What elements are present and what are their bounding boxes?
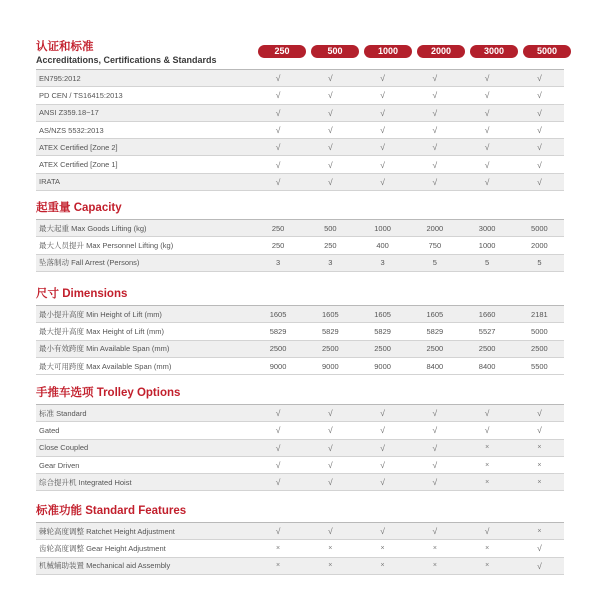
cross-icon: × [328, 562, 333, 570]
table-cell: 2000 [531, 240, 548, 250]
check-icon: √ [380, 90, 385, 101]
check-icon: √ [380, 477, 385, 488]
model-pill-2000: 2000 [417, 45, 465, 58]
check-icon: √ [484, 408, 490, 419]
row-label: 机械辅助装置 Mechanical aid Assembly [39, 561, 171, 571]
check-icon: √ [380, 425, 385, 436]
row-label: Gated [39, 425, 60, 435]
table-cell: 1605 [374, 309, 391, 319]
check-icon: √ [484, 176, 490, 187]
check-icon: √ [328, 142, 333, 153]
cross-icon: × [485, 562, 490, 570]
table-row [36, 139, 564, 156]
check-icon: √ [432, 90, 438, 101]
check-icon: √ [380, 107, 385, 118]
table-cell: 2500 [269, 344, 287, 354]
check-icon: √ [484, 125, 490, 136]
cross-icon: × [485, 444, 490, 452]
check-icon: √ [275, 408, 281, 419]
cross-icon: × [537, 444, 542, 452]
features-section [36, 504, 564, 575]
check-icon: √ [380, 442, 385, 453]
features-title: 标准功能 Standard Features [36, 505, 187, 517]
check-icon: √ [432, 408, 438, 419]
table-cell: 9000 [269, 361, 287, 371]
check-icon: √ [275, 176, 281, 187]
cross-icon: × [537, 478, 542, 486]
table-cell: 3000 [478, 223, 496, 233]
cross-icon: × [328, 544, 333, 552]
table-row [36, 156, 564, 173]
table-cell: 400 [376, 240, 389, 250]
check-icon: √ [537, 125, 542, 136]
check-icon: √ [275, 460, 281, 471]
row-label: 标准 Standard [39, 408, 87, 418]
check-icon: √ [537, 543, 542, 554]
table-row [36, 405, 564, 422]
table-cell: 2000 [426, 223, 444, 233]
row-label: Close Coupled [39, 443, 89, 453]
trolley-title: 手推车选项 Trolley Options [36, 387, 181, 399]
check-icon: √ [380, 176, 385, 187]
table-cell: 1605 [426, 309, 444, 319]
check-icon: √ [537, 107, 542, 118]
check-icon: √ [275, 425, 281, 436]
check-icon: √ [328, 90, 333, 101]
accreditations-table [36, 69, 564, 191]
model-pill-500: 500 [311, 45, 359, 58]
check-icon: √ [432, 442, 438, 453]
check-icon: √ [537, 560, 542, 571]
cross-icon: × [432, 562, 437, 570]
row-label: ATEX Certified [Zone 2] [39, 142, 118, 152]
table-cell: 2500 [321, 344, 339, 354]
table-cell: 9000 [321, 361, 339, 371]
dimensions-table [36, 305, 564, 375]
cross-icon: × [485, 544, 490, 552]
table-cell: 2500 [478, 344, 496, 354]
trolley-section [36, 386, 564, 491]
check-icon: √ [380, 408, 385, 419]
table-row [36, 220, 564, 237]
features-table [36, 522, 564, 575]
dimensions-section [36, 287, 564, 375]
table-row [36, 457, 564, 474]
cross-icon: × [380, 562, 385, 570]
check-icon: √ [432, 477, 438, 488]
table-cell: 2500 [531, 344, 548, 354]
row-label: 最小提升高度 Min Height of Lift (mm) [39, 309, 162, 319]
table-row [36, 174, 564, 191]
check-icon: √ [380, 73, 385, 84]
table-row [36, 70, 564, 87]
table-cell: 500 [324, 223, 337, 233]
check-icon: √ [275, 73, 281, 84]
table-row [36, 540, 564, 557]
table-cell: 3 [275, 258, 281, 268]
model-pill-3000: 3000 [470, 45, 518, 58]
table-cell: 5829 [321, 326, 339, 336]
row-label: 最大起重 Max Goods Lifting (kg) [39, 223, 147, 233]
table-cell: 8400 [426, 361, 444, 371]
check-icon: √ [275, 477, 281, 488]
table-cell: 5829 [269, 326, 287, 336]
table-cell: 1000 [478, 240, 496, 250]
cross-icon: × [276, 562, 281, 570]
row-label: Gear Driven [39, 460, 80, 470]
check-icon: √ [275, 526, 281, 537]
capacity-table [36, 219, 564, 272]
check-icon: √ [275, 125, 281, 136]
row-label: PD CEN / TS16415:2013 [39, 90, 123, 100]
check-icon: √ [432, 176, 438, 187]
table-row [36, 341, 564, 358]
model-pill-250: 250 [258, 45, 306, 58]
row-label: 齿轮高度调整 Gear Height Adjustment [39, 543, 166, 553]
accreditations-title: 认证和标准 [36, 41, 94, 53]
row-label: 最大人员提升 Max Personnel Lifting (kg) [39, 240, 174, 250]
check-icon: √ [537, 425, 542, 436]
row-label: 棘轮高度调整 Ratchet Height Adjustment [39, 526, 175, 536]
cross-icon: × [485, 478, 490, 486]
table-row [36, 255, 564, 272]
table-row [36, 306, 564, 323]
table-row [36, 323, 564, 340]
cross-icon: × [380, 544, 385, 552]
table-cell: 250 [271, 223, 285, 233]
table-row [36, 237, 564, 254]
cross-icon: × [537, 527, 542, 535]
table-row [36, 523, 564, 540]
table-cell: 250 [271, 240, 285, 250]
table-cell: 1605 [321, 309, 339, 319]
check-icon: √ [275, 142, 281, 153]
check-icon: √ [328, 460, 333, 471]
table-cell: 5829 [374, 326, 391, 336]
table-row [36, 422, 564, 439]
check-icon: √ [432, 526, 438, 537]
row-label: 最大可用跨度 Max Available Span (mm) [39, 361, 172, 371]
check-icon: √ [328, 442, 333, 453]
check-icon: √ [432, 425, 438, 436]
check-icon: √ [432, 125, 438, 136]
check-icon: √ [275, 159, 281, 170]
capacity-title: 起重量 Capacity [36, 202, 122, 214]
table-cell: 5527 [478, 326, 496, 336]
row-label: EN795:2012 [39, 73, 81, 83]
row-label: 坠落制动 Fall Arrest (Persons) [39, 258, 140, 268]
check-icon: √ [432, 159, 438, 170]
check-icon: √ [275, 90, 281, 101]
table-cell: 5 [485, 258, 490, 268]
check-icon: √ [380, 526, 385, 537]
table-cell: 5500 [531, 361, 548, 371]
table-cell: 250 [324, 240, 337, 250]
check-icon: √ [484, 73, 490, 84]
check-icon: √ [328, 73, 333, 84]
check-icon: √ [537, 73, 542, 84]
check-icon: √ [380, 159, 385, 170]
table-cell: 5 [537, 258, 542, 268]
check-icon: √ [484, 159, 490, 170]
check-icon: √ [537, 176, 542, 187]
check-icon: √ [328, 107, 333, 118]
cross-icon: × [485, 461, 490, 469]
check-icon: √ [484, 107, 490, 118]
table-cell: 1000 [374, 223, 391, 233]
row-label: ATEX Certified [Zone 1] [39, 160, 118, 170]
check-icon: √ [537, 408, 542, 419]
capacity-section [36, 201, 564, 272]
table-cell: 2181 [531, 309, 548, 319]
table-row [36, 122, 564, 139]
check-icon: √ [328, 159, 333, 170]
row-label: 最小有效跨度 Min Available Span (mm) [39, 344, 170, 354]
check-icon: √ [275, 107, 281, 118]
cross-icon: × [276, 544, 281, 552]
accreditations-section [36, 40, 564, 191]
check-icon: √ [484, 90, 490, 101]
check-icon: √ [432, 107, 438, 118]
accreditations-subtitle: Accreditations, Certifications & Standards [36, 55, 217, 65]
table-cell: 5000 [531, 223, 548, 233]
table-row [36, 440, 564, 457]
row-label: IRATA [39, 177, 60, 187]
row-label: AS/NZS 5532:2013 [39, 125, 104, 135]
row-label: 综合提升机 Integrated Hoist [39, 477, 132, 487]
check-icon: √ [275, 442, 281, 453]
check-icon: √ [537, 142, 542, 153]
check-icon: √ [484, 425, 490, 436]
trolley-table [36, 404, 564, 491]
check-icon: √ [537, 90, 542, 101]
cross-icon: × [432, 544, 437, 552]
check-icon: √ [380, 142, 385, 153]
row-label: 最大提升高度 Max Height of Lift (mm) [39, 326, 165, 336]
check-icon: √ [328, 526, 333, 537]
table-row [36, 558, 564, 575]
table-cell: 5 [432, 258, 437, 268]
model-pill-5000: 5000 [523, 45, 571, 58]
table-cell: 1605 [269, 309, 287, 319]
table-cell: 750 [428, 240, 442, 250]
check-icon: √ [380, 460, 385, 471]
check-icon: √ [432, 142, 438, 153]
table-row [36, 105, 564, 122]
row-label: ANSI Z359.18−17 [39, 108, 99, 118]
check-icon: √ [328, 477, 333, 488]
table-cell: 2500 [426, 344, 444, 354]
table-cell: 8400 [478, 361, 496, 371]
table-cell: 5829 [426, 326, 444, 336]
cross-icon: × [537, 461, 542, 469]
model-pill-1000: 1000 [364, 45, 412, 58]
check-icon: √ [328, 176, 333, 187]
table-cell: 2500 [374, 344, 391, 354]
check-icon: √ [328, 408, 333, 419]
check-icon: √ [537, 159, 542, 170]
check-icon: √ [432, 460, 438, 471]
table-cell: 9000 [374, 361, 391, 371]
check-icon: √ [380, 125, 385, 136]
table-row [36, 358, 564, 375]
table-cell: 3 [328, 258, 333, 268]
table-row [36, 474, 564, 491]
table-cell: 5000 [531, 326, 548, 336]
table-cell: 3 [380, 258, 385, 268]
check-icon: √ [484, 142, 490, 153]
check-icon: √ [328, 425, 333, 436]
table-cell: 1660 [478, 309, 496, 319]
check-icon: √ [484, 526, 490, 537]
check-icon: √ [432, 73, 438, 84]
table-row [36, 87, 564, 104]
check-icon: √ [328, 125, 333, 136]
dimensions-title: 尺寸 Dimensions [36, 288, 128, 300]
